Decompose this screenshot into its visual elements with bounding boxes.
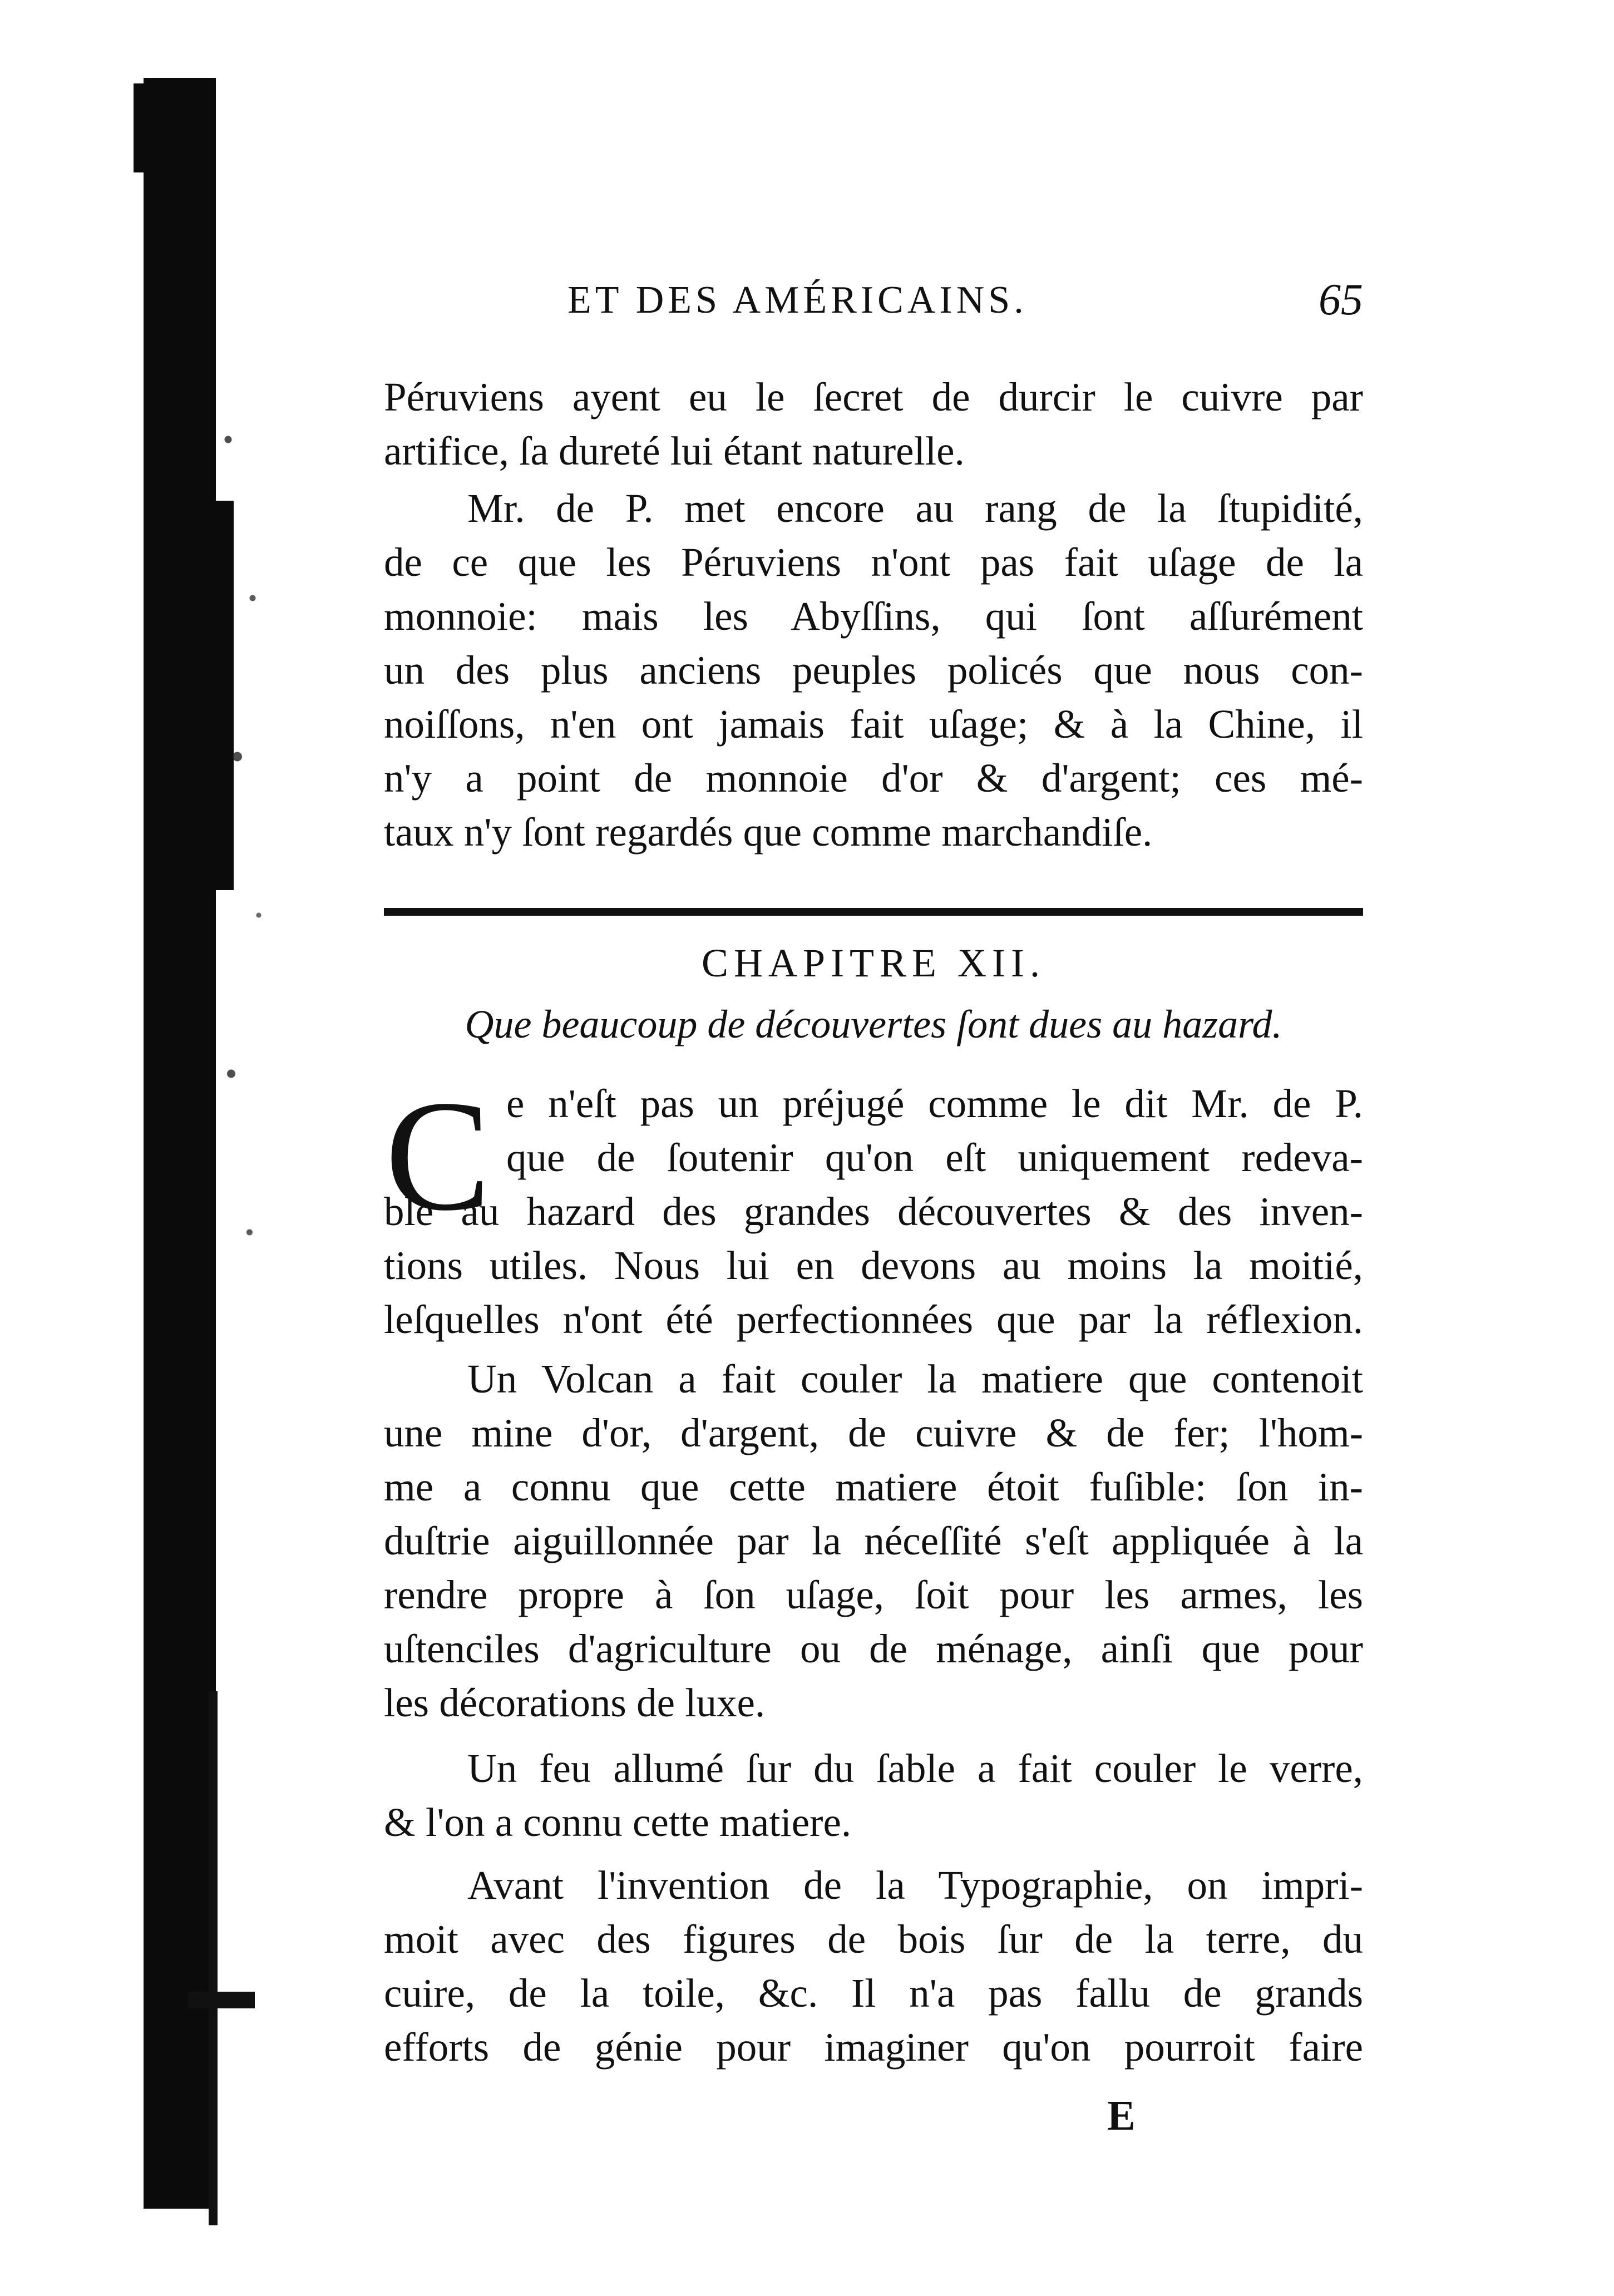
text-line: & l'on a connu cette matiere.	[384, 1800, 852, 1845]
paragraph-5	[384, 1741, 1363, 1849]
page-number: 65	[1319, 275, 1363, 324]
scan-speckle	[216, 334, 277, 1391]
text-line: une mine d'or, d'argent, de cuivre & de fer; l'hom-	[384, 1410, 1363, 1455]
text-line: n'y a point de monnoie d'or & d'argent; ces mé-	[384, 756, 1363, 801]
chapter-subtitle: Que beaucoup de découvertes ſont dues au hazard.	[465, 1002, 1282, 1046]
text-line: tions utiles. Nous lui en devons au moins la moitié,	[384, 1243, 1363, 1288]
text-line: cuire, de la toile, &c. Il n'a pas fallu de grands	[384, 1971, 1363, 2016]
text-line: monnoie: mais les Abyſſins, qui ſont aſſurément	[384, 594, 1363, 639]
text-line: artifice, ſa dureté lui étant naturelle.	[384, 428, 965, 473]
text-line: Péruviens ayent eu le ſecret de durcir le cuivre par	[384, 374, 1363, 419]
text-line: que de ſoutenir qu'on eſt uniquement redeva-	[506, 1135, 1363, 1180]
binding-line	[209, 1691, 218, 2225]
text-line: rendre propre à ſon uſage, ſoit pour les armes, les	[384, 1572, 1363, 1617]
paragraph-3	[384, 1068, 1363, 1346]
text-line: ble au hazard des grandes découvertes & des inven-	[384, 1189, 1363, 1234]
running-head-title: ET DES AMÉRICAINS.	[567, 279, 1028, 322]
drop-cap: C	[385, 1068, 491, 1243]
chapter-title: CHAPITRE XII.	[702, 941, 1045, 985]
running-head	[384, 275, 1363, 328]
text-line: les décorations de luxe.	[384, 1680, 766, 1725]
book-page	[384, 0, 1363, 2296]
text-line: Un Volcan a fait couler la matiere que contenoit	[467, 1356, 1363, 1401]
text-line: Mr. de P. met encore au rang de la ſtupidité,	[467, 486, 1363, 531]
binding-cross	[188, 1992, 255, 2008]
text-line: Avant l'invention de la Typographie, on impri-	[467, 1863, 1363, 1908]
text-line: Un feu allumé ſur du ſable a fait couler le verre,	[467, 1746, 1363, 1791]
text-line: e n'eſt pas un préjugé comme le dit Mr. de P.	[506, 1081, 1363, 1126]
chapter-rule	[384, 908, 1363, 916]
text-line: duſtrie aiguillonnée par la néceſſité s'eſt appliquée à la	[384, 1518, 1363, 1563]
text-line: leſquelles n'ont été perfectionnées que par la réflexion.	[384, 1297, 1363, 1342]
paragraph-1	[384, 370, 1363, 478]
binding-edge	[144, 78, 216, 2209]
text-line: me a connu que cette matiere étoit fuſible: ſon in-	[384, 1464, 1363, 1509]
paragraph-4	[384, 1352, 1363, 1730]
binding-shadow-top	[134, 83, 167, 172]
text-line: uſtenciles d'agriculture ou de ménage, ainſi que pour	[384, 1626, 1363, 1671]
text-line: noiſſons, n'en ont jamais fait uſage; & à la Chine, il	[384, 702, 1363, 747]
text-line: taux n'y ſont regardés que comme marchandiſe.	[384, 809, 1153, 855]
text-line: moit avec des figures de bois ſur de la terre, du	[384, 1917, 1363, 1962]
paragraph-2	[384, 481, 1363, 859]
paragraph-6	[384, 1858, 1363, 2074]
text-line: un des plus anciens peuples policés que nous con-	[384, 648, 1363, 693]
text-line: efforts de génie pour imaginer qu'on pourroit faire	[384, 2025, 1363, 2070]
text-line: de ce que les Péruviens n'ont pas fait uſage de la	[384, 540, 1363, 585]
signature-mark: E	[1107, 2092, 1136, 2139]
